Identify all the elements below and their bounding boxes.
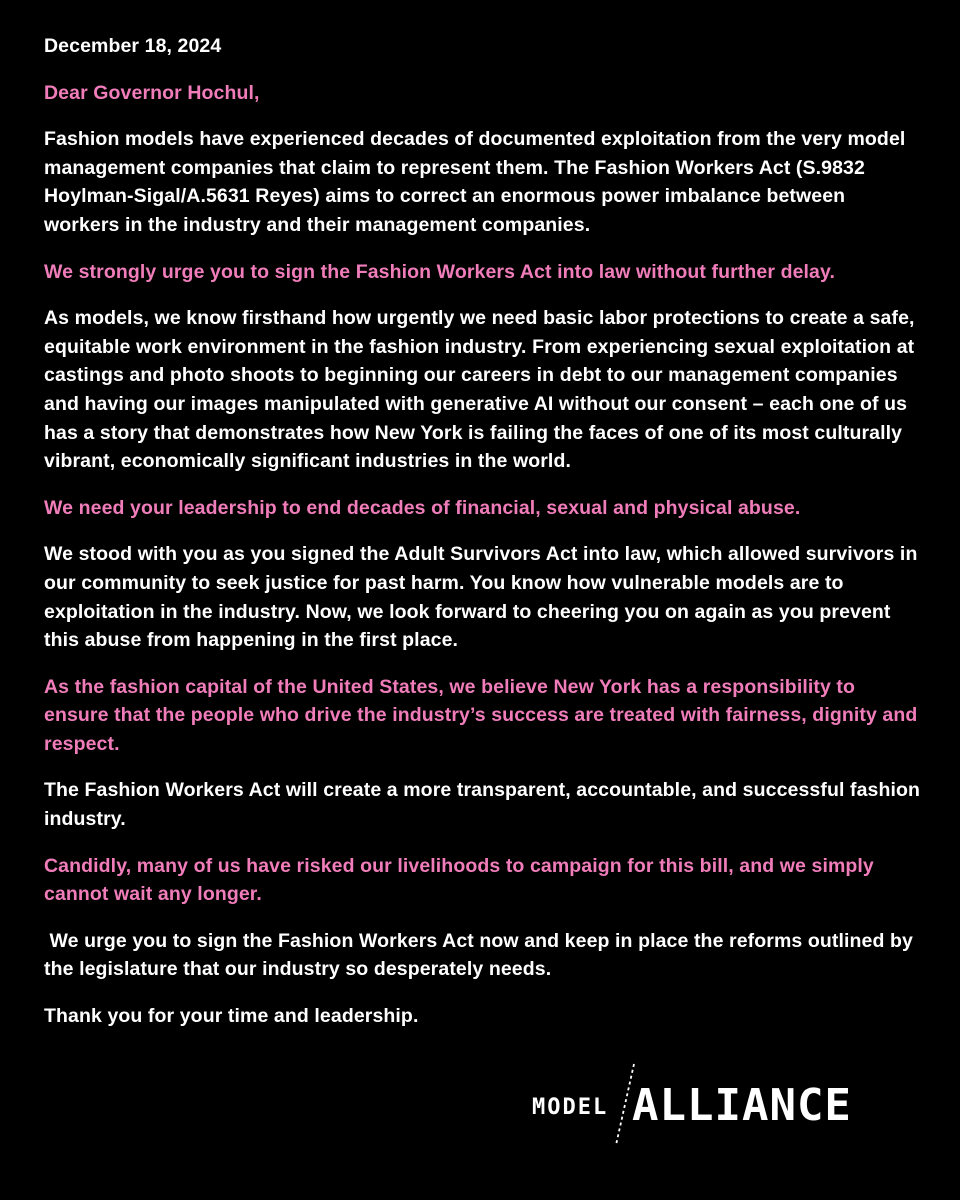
letter-date: December 18, 2024 bbox=[44, 35, 222, 57]
model-alliance-logo bbox=[530, 1062, 900, 1147]
letter-paragraph-experience: As models, we know firsthand how urgently we need basic labor protections to create a safe, equitable work environment in the fashion industry. From experiencing sexual exploitation at castings and photo shoots to beginning our careers in debt to our management companies and having our images manipulated with generative AI without our consent – each one of us has a story that demonstrates how New York is failing the faces of one of its most culturally vibrant, economically significant industries in the world. bbox=[44, 307, 915, 473]
letter-callout-cannot-wait: Candidly, many of us have risked our livelihoods to campaign for this bill, and we simply cannot wait any longer. bbox=[44, 854, 874, 906]
logo-word-model: MODEL bbox=[532, 1095, 609, 1120]
letter-paragraph-survivors-act: We stood with you as you signed the Adult Survivors Act into law, which allowed survivors in our community to seek justice for past harm. You know how vulnerable models are to exploitation in the industry. Now, we look forward to cheering you on again as you prevent this abuse from happening in the first place. bbox=[44, 543, 918, 652]
letter-salutation: Dear Governor Hochul, bbox=[44, 81, 260, 104]
letter-callout-fashion-capital: As the fashion capital of the United States, we believe New York has a responsibility to ensure that the people who drive the industry’s success are treated with fairness, dignity and respect. bbox=[44, 675, 918, 755]
letter-closing: Thank you for your time and leadership. bbox=[44, 1005, 419, 1028]
letter-paragraph-transparency: The Fashion Workers Act will create a more transparent, accountable, and successful fashion industry. bbox=[44, 779, 921, 831]
letter-callout-urge-sign: We strongly urge you to sign the Fashion Workers Act into law without further delay. bbox=[44, 260, 835, 283]
letter-body bbox=[44, 32, 924, 1049]
letter-callout-leadership: We need your leadership to end decades of financial, sexual and physical abuse. bbox=[44, 496, 801, 519]
logo-word-alliance: ALLIANCE bbox=[632, 1080, 852, 1131]
letter-paragraph-urge-now: We urge you to sign the Fashion Workers Act now and keep in place the reforms outlined by the legislature that our industry so desperately needs. bbox=[44, 929, 919, 981]
letter-paragraph-intro: Fashion models have experienced decades of documented exploitation from the very model management companies that claim to represent them. The Fashion Workers Act (S.9832 Hoylman-Sigal/A.5631 Reyes) aims to correct an enormous power imbalance between workers in the industry and their management companies. bbox=[44, 128, 906, 236]
